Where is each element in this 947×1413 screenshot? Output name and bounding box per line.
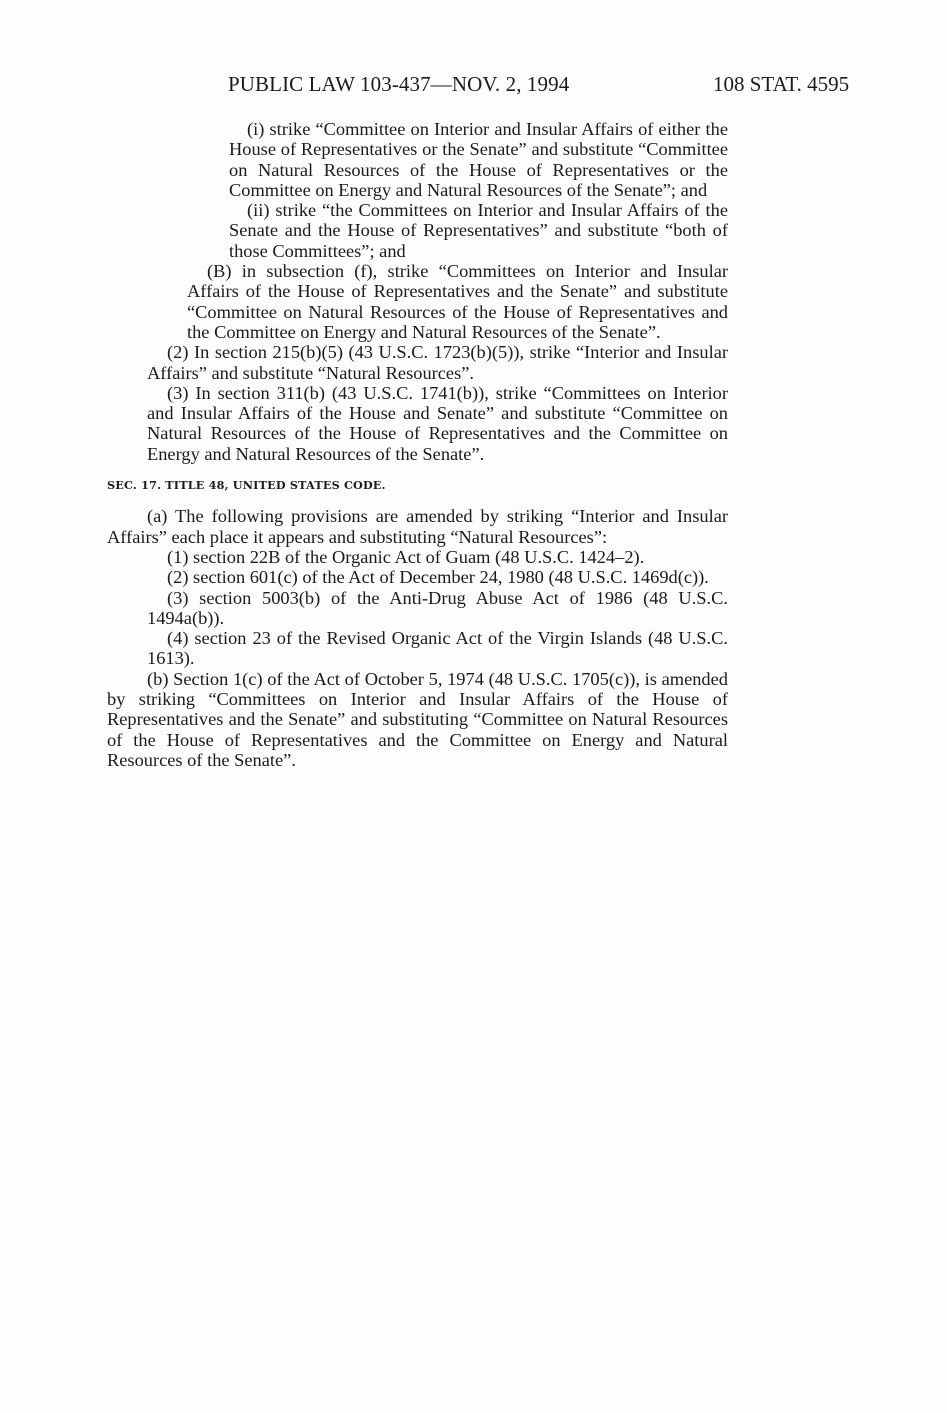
document-body	[107, 119, 728, 770]
clause-ii: (ii) strike “the Committees on Interior and Insular Affairs of the Senate and the House of Representatives” and substitute “both of those Committees”; and	[229, 200, 728, 261]
subsection-b: (b) Section 1(c) of the Act of October 5, 1974 (48 U.S.C. 1705(c)), is amended by striking “Committees on Interior and Insular Affairs of the House of Representatives and the Senate” and substituting “Committee on Natural Resources of the House of Representatives and the Committee on Energy and Natural Resources of the Senate”.	[107, 668, 728, 770]
subsection-a-item-1: (1) section 22B of the Organic Act of Guam (48 U.S.C. 1424–2).	[167, 546, 645, 567]
section-heading: SEC. 17. TITLE 48, UNITED STATES CODE.	[107, 478, 386, 493]
subparagraph-b: (B) in subsection (f), strike “Committees on Interior and Insular Affairs of the House of Representatives and the Senate” and substitute “Committee on Natural Resources of the House of Representatives and the Committee on Energy and Natural Resources of the Senate”.	[187, 261, 728, 342]
statute-page-number: 108 STAT. 4595	[713, 72, 850, 96]
subsection-a-item-2: (2) section 601(c) of the Act of December 24, 1980 (48 U.S.C. 1469d(c)).	[167, 567, 709, 588]
clause-i: (i) strike “Committee on Interior and Insular Affairs of either the House of Representatives or the Senate” and substitute “Committee on Natural Resources of the House of Representatives or the Committee on Energy and Natural Resources of the Senate”; and	[229, 119, 728, 200]
paragraph-2: (2) In section 215(b)(5) (43 U.S.C. 1723(b)(5)), strike “Interior and Insular Affairs” and substitute “Natural Resources”.	[147, 342, 728, 383]
subsection-a: (a) The following provisions are amended by striking “Interior and Insular Affairs” each place it appears and substituting “Natural Resources”:	[107, 506, 728, 547]
running-header	[0, 72, 947, 102]
subsection-a-item-3: (3) section 5003(b) of the Anti-Drug Abuse Act of 1986 (48 U.S.C. 1494a(b)).	[147, 587, 728, 628]
paragraph-3: (3) In section 311(b) (43 U.S.C. 1741(b)), strike “Committees on Interior and Insular Affairs of the House and Senate” and substitute “Committee on Natural Resources of the House of Representatives and the Committee on Energy and Natural Resources of the Senate”.	[147, 382, 728, 464]
law-citation-header: PUBLIC LAW 103-437—NOV. 2, 1994	[228, 72, 570, 96]
subsection-a-item-4: (4) section 23 of the Revised Organic Act of the Virgin Islands (48 U.S.C. 1613).	[147, 628, 728, 669]
